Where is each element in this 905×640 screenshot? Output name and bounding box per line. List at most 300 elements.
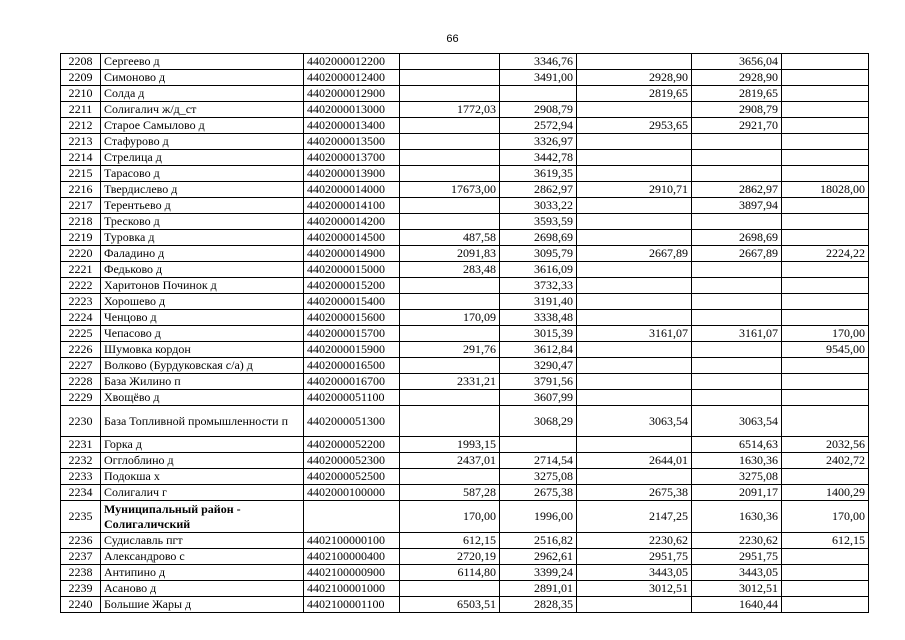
value-cell-1: 170,00 [400, 501, 500, 533]
oktmo-code-cell: 4402000015900 [304, 342, 400, 358]
value-cell-3 [577, 310, 692, 326]
value-cell-3: 2644,01 [577, 453, 692, 469]
value-cell-4 [692, 214, 782, 230]
value-cell-4: 2908,79 [692, 102, 782, 118]
value-cell-4: 1630,36 [692, 453, 782, 469]
value-cell-4 [692, 374, 782, 390]
row-number-cell: 2210 [61, 86, 101, 102]
value-cell-1 [400, 358, 500, 374]
oktmo-code-cell: 4402000051300 [304, 406, 400, 437]
value-cell-3 [577, 54, 692, 70]
table-row [61, 54, 869, 70]
oktmo-code-cell: 4402100000400 [304, 549, 400, 565]
value-cell-3 [577, 390, 692, 406]
table-row [61, 86, 869, 102]
oktmo-code-cell: 4402000013000 [304, 102, 400, 118]
value-cell-1: 612,15 [400, 533, 500, 549]
table-row [61, 310, 869, 326]
value-cell-2: 2908,79 [500, 102, 577, 118]
settlement-name-cell: Большие Жары д [101, 597, 304, 613]
table-row [61, 214, 869, 230]
value-cell-3 [577, 166, 692, 182]
value-cell-4: 2921,70 [692, 118, 782, 134]
settlement-name-cell: Хорошево д [101, 294, 304, 310]
table-row [61, 390, 869, 406]
table-row [61, 533, 869, 549]
value-cell-5 [782, 70, 869, 86]
settlement-name-cell: Твердислево д [101, 182, 304, 198]
oktmo-code-cell: 4402000015600 [304, 310, 400, 326]
settlement-name-cell: База Топливной промышленности п [101, 406, 304, 437]
value-cell-4: 3012,51 [692, 581, 782, 597]
value-cell-2: 3593,59 [500, 214, 577, 230]
value-cell-4: 2862,97 [692, 182, 782, 198]
oktmo-code-cell: 4402000013900 [304, 166, 400, 182]
value-cell-3: 2953,65 [577, 118, 692, 134]
value-cell-2 [500, 437, 577, 453]
value-cell-3: 2819,65 [577, 86, 692, 102]
oktmo-code-cell: 4402000016700 [304, 374, 400, 390]
row-number-cell: 2238 [61, 565, 101, 581]
value-cell-1 [400, 581, 500, 597]
table-row [61, 374, 869, 390]
value-cell-5 [782, 549, 869, 565]
value-cell-4 [692, 262, 782, 278]
oktmo-code-cell: 4402000015400 [304, 294, 400, 310]
value-cell-2: 3326,97 [500, 134, 577, 150]
value-cell-1: 291,76 [400, 342, 500, 358]
settlement-name-cell: Солда д [101, 86, 304, 102]
row-number-cell: 2239 [61, 581, 101, 597]
table-row [61, 565, 869, 581]
table-row [61, 485, 869, 501]
value-cell-5: 170,00 [782, 326, 869, 342]
value-cell-3: 3161,07 [577, 326, 692, 342]
value-cell-3 [577, 102, 692, 118]
value-cell-3: 2667,89 [577, 246, 692, 262]
oktmo-code-cell: 4402000012200 [304, 54, 400, 70]
value-cell-1: 6114,80 [400, 565, 500, 581]
table-row [61, 358, 869, 374]
value-cell-1: 170,09 [400, 310, 500, 326]
row-number-cell: 2220 [61, 246, 101, 262]
value-cell-5 [782, 198, 869, 214]
table-row [61, 406, 869, 437]
value-cell-4: 2091,17 [692, 485, 782, 501]
value-cell-2: 2891,01 [500, 581, 577, 597]
value-cell-5 [782, 278, 869, 294]
settlement-name-cell: Симоново д [101, 70, 304, 86]
settlement-name-cell: Харитонов Починок д [101, 278, 304, 294]
settlement-name-cell: Подокша х [101, 469, 304, 485]
value-cell-3: 2230,62 [577, 533, 692, 549]
value-cell-3: 2147,25 [577, 501, 692, 533]
value-cell-5 [782, 86, 869, 102]
value-cell-2: 3791,56 [500, 374, 577, 390]
value-cell-2: 3015,39 [500, 326, 577, 342]
settlement-name-cell: Чепасово д [101, 326, 304, 342]
value-cell-1 [400, 150, 500, 166]
settlement-name-cell: Александрово с [101, 549, 304, 565]
oktmo-code-cell: 4402000014000 [304, 182, 400, 198]
value-cell-1: 283,48 [400, 262, 500, 278]
value-cell-3: 2675,38 [577, 485, 692, 501]
value-cell-1: 1772,03 [400, 102, 500, 118]
value-cell-4: 2230,62 [692, 533, 782, 549]
value-cell-2: 3616,09 [500, 262, 577, 278]
row-number-cell: 2208 [61, 54, 101, 70]
value-cell-4: 6514,63 [692, 437, 782, 453]
value-cell-1: 1993,15 [400, 437, 500, 453]
value-cell-2: 2698,69 [500, 230, 577, 246]
value-cell-1: 2331,21 [400, 374, 500, 390]
settlement-name-cell: Солигалич г [101, 485, 304, 501]
value-cell-4: 2667,89 [692, 246, 782, 262]
value-cell-3 [577, 597, 692, 613]
value-cell-4: 3656,04 [692, 54, 782, 70]
settlement-name-cell: Шумовка кордон [101, 342, 304, 358]
value-cell-4 [692, 358, 782, 374]
value-cell-3: 3063,54 [577, 406, 692, 437]
table-row [61, 134, 869, 150]
table-row [61, 342, 869, 358]
settlement-name-cell: Солигалич ж/д_ст [101, 102, 304, 118]
value-cell-4: 3443,05 [692, 565, 782, 581]
settlement-name-cell: Федьково д [101, 262, 304, 278]
settlement-name-cell: Тарасово д [101, 166, 304, 182]
oktmo-code-cell [304, 501, 400, 533]
table-row [61, 501, 869, 533]
settlement-name-cell: Тресково д [101, 214, 304, 230]
oktmo-code-cell: 4402000014900 [304, 246, 400, 262]
settlement-name-cell: Терентьево д [101, 198, 304, 214]
value-cell-1: 2720,19 [400, 549, 500, 565]
table-row [61, 597, 869, 613]
value-cell-2: 3338,48 [500, 310, 577, 326]
value-cell-2: 3442,78 [500, 150, 577, 166]
value-cell-2: 3346,76 [500, 54, 577, 70]
table-row [61, 453, 869, 469]
row-number-cell: 2232 [61, 453, 101, 469]
value-cell-5: 2224,22 [782, 246, 869, 262]
oktmo-code-cell: 4402000051100 [304, 390, 400, 406]
value-cell-2 [500, 86, 577, 102]
value-cell-1 [400, 134, 500, 150]
value-cell-3 [577, 358, 692, 374]
settlement-name-cell: Волково (Бурдуковская с/а) д [101, 358, 304, 374]
value-cell-5 [782, 565, 869, 581]
value-cell-4: 2698,69 [692, 230, 782, 246]
value-cell-1 [400, 406, 500, 437]
oktmo-code-cell: 4402000014100 [304, 198, 400, 214]
value-cell-1: 587,28 [400, 485, 500, 501]
row-number-cell: 2218 [61, 214, 101, 230]
oktmo-code-cell: 4402000013400 [304, 118, 400, 134]
value-cell-1: 2437,01 [400, 453, 500, 469]
oktmo-code-cell: 4402000012900 [304, 86, 400, 102]
value-cell-1: 487,58 [400, 230, 500, 246]
value-cell-5 [782, 294, 869, 310]
value-cell-2: 3191,40 [500, 294, 577, 310]
value-cell-5 [782, 374, 869, 390]
row-number-cell: 2224 [61, 310, 101, 326]
row-number-cell: 2222 [61, 278, 101, 294]
value-cell-3: 3443,05 [577, 565, 692, 581]
value-cell-4: 2951,75 [692, 549, 782, 565]
row-number-cell: 2237 [61, 549, 101, 565]
value-cell-5: 612,15 [782, 533, 869, 549]
row-number-cell: 2233 [61, 469, 101, 485]
page-number: 66 [446, 33, 459, 45]
table-row [61, 246, 869, 262]
table-row [61, 437, 869, 453]
value-cell-2: 2828,35 [500, 597, 577, 613]
value-cell-1 [400, 214, 500, 230]
settlement-name-cell: Туровка д [101, 230, 304, 246]
oktmo-code-cell: 4402000013700 [304, 150, 400, 166]
value-cell-2: 2962,61 [500, 549, 577, 565]
oktmo-code-cell: 4402000015700 [304, 326, 400, 342]
value-cell-5: 1400,29 [782, 485, 869, 501]
value-cell-5 [782, 102, 869, 118]
table-row [61, 262, 869, 278]
value-cell-4: 3161,07 [692, 326, 782, 342]
oktmo-code-cell: 4402000014200 [304, 214, 400, 230]
value-cell-4 [692, 390, 782, 406]
value-cell-2: 3399,24 [500, 565, 577, 581]
value-cell-1 [400, 469, 500, 485]
value-cell-2: 3612,84 [500, 342, 577, 358]
value-cell-3: 3012,51 [577, 581, 692, 597]
settlement-name-cell: Фаладино д [101, 246, 304, 262]
value-cell-1 [400, 326, 500, 342]
value-cell-5 [782, 581, 869, 597]
table-row [61, 198, 869, 214]
value-cell-3 [577, 230, 692, 246]
row-number-cell: 2217 [61, 198, 101, 214]
value-cell-1 [400, 390, 500, 406]
settlement-name-cell: Старое Самылово д [101, 118, 304, 134]
settlement-name-cell: Муниципальный район - Солигаличский [101, 501, 304, 533]
oktmo-code-cell: 4402000012400 [304, 70, 400, 86]
oktmo-code-cell: 4402000100000 [304, 485, 400, 501]
data-table [60, 53, 869, 613]
table-body [61, 54, 869, 613]
row-number-cell: 2230 [61, 406, 101, 437]
value-cell-5 [782, 54, 869, 70]
settlement-name-cell: Асаново д [101, 581, 304, 597]
oktmo-code-cell: 4402000014500 [304, 230, 400, 246]
row-number-cell: 2213 [61, 134, 101, 150]
settlement-name-cell: Огглоблино д [101, 453, 304, 469]
row-number-cell: 2227 [61, 358, 101, 374]
table-row [61, 278, 869, 294]
table-row [61, 294, 869, 310]
value-cell-1 [400, 278, 500, 294]
value-cell-4 [692, 294, 782, 310]
row-number-cell: 2212 [61, 118, 101, 134]
row-number-cell: 2219 [61, 230, 101, 246]
table-row [61, 70, 869, 86]
settlement-name-cell: Судиславль пгт [101, 533, 304, 549]
value-cell-5 [782, 469, 869, 485]
value-cell-3: 2910,71 [577, 182, 692, 198]
value-cell-5: 18028,00 [782, 182, 869, 198]
value-cell-4: 3897,94 [692, 198, 782, 214]
oktmo-code-cell: 4402100001100 [304, 597, 400, 613]
value-cell-1 [400, 166, 500, 182]
value-cell-5 [782, 214, 869, 230]
value-cell-4 [692, 278, 782, 294]
value-cell-5: 2402,72 [782, 453, 869, 469]
settlement-name-cell: Горка д [101, 437, 304, 453]
settlement-name-cell: Ченцово д [101, 310, 304, 326]
table-row [61, 581, 869, 597]
value-cell-2: 2572,94 [500, 118, 577, 134]
row-number-cell: 2236 [61, 533, 101, 549]
row-number-cell: 2223 [61, 294, 101, 310]
value-cell-5: 9545,00 [782, 342, 869, 358]
value-cell-5 [782, 310, 869, 326]
row-number-cell: 2240 [61, 597, 101, 613]
value-cell-5 [782, 118, 869, 134]
value-cell-1: 17673,00 [400, 182, 500, 198]
value-cell-5: 2032,56 [782, 437, 869, 453]
value-cell-4: 1630,36 [692, 501, 782, 533]
row-number-cell: 2211 [61, 102, 101, 118]
value-cell-3: 2951,75 [577, 549, 692, 565]
row-number-cell: 2214 [61, 150, 101, 166]
value-cell-3 [577, 134, 692, 150]
value-cell-4 [692, 134, 782, 150]
table-row [61, 150, 869, 166]
value-cell-2: 3033,22 [500, 198, 577, 214]
table-row [61, 166, 869, 182]
row-number-cell: 2225 [61, 326, 101, 342]
value-cell-3 [577, 262, 692, 278]
row-number-cell: 2231 [61, 437, 101, 453]
row-number-cell: 2234 [61, 485, 101, 501]
row-number-cell: 2235 [61, 501, 101, 533]
value-cell-2: 2675,38 [500, 485, 577, 501]
value-cell-4: 1640,44 [692, 597, 782, 613]
settlement-name-cell: Стафурово д [101, 134, 304, 150]
value-cell-2: 3607,99 [500, 390, 577, 406]
value-cell-5: 170,00 [782, 501, 869, 533]
value-cell-2: 3095,79 [500, 246, 577, 262]
value-cell-2: 2714,54 [500, 453, 577, 469]
value-cell-2: 3732,33 [500, 278, 577, 294]
value-cell-3: 2928,90 [577, 70, 692, 86]
value-cell-2: 3275,08 [500, 469, 577, 485]
row-number-cell: 2228 [61, 374, 101, 390]
row-number-cell: 2216 [61, 182, 101, 198]
row-number-cell: 2226 [61, 342, 101, 358]
table-row [61, 230, 869, 246]
oktmo-code-cell: 4402000052200 [304, 437, 400, 453]
row-number-cell: 2215 [61, 166, 101, 182]
oktmo-code-cell: 4402000016500 [304, 358, 400, 374]
table-row [61, 469, 869, 485]
oktmo-code-cell: 4402000015200 [304, 278, 400, 294]
value-cell-4 [692, 150, 782, 166]
value-cell-5 [782, 390, 869, 406]
value-cell-2: 2862,97 [500, 182, 577, 198]
value-cell-2: 3491,00 [500, 70, 577, 86]
value-cell-5 [782, 597, 869, 613]
value-cell-1 [400, 198, 500, 214]
value-cell-3 [577, 374, 692, 390]
value-cell-3 [577, 198, 692, 214]
value-cell-1: 6503,51 [400, 597, 500, 613]
value-cell-5 [782, 262, 869, 278]
value-cell-5 [782, 166, 869, 182]
row-number-cell: 2221 [61, 262, 101, 278]
oktmo-code-cell: 4402100000900 [304, 565, 400, 581]
row-number-cell: 2229 [61, 390, 101, 406]
table-row [61, 102, 869, 118]
value-cell-1: 2091,83 [400, 246, 500, 262]
settlement-name-cell: Сергеево д [101, 54, 304, 70]
value-cell-3 [577, 150, 692, 166]
table-row [61, 549, 869, 565]
value-cell-4: 2819,65 [692, 86, 782, 102]
oktmo-code-cell: 4402100000100 [304, 533, 400, 549]
oktmo-code-cell: 4402000052500 [304, 469, 400, 485]
value-cell-4 [692, 310, 782, 326]
value-cell-1 [400, 70, 500, 86]
value-cell-4: 3063,54 [692, 406, 782, 437]
table-row [61, 326, 869, 342]
value-cell-5 [782, 406, 869, 437]
row-number-cell: 2209 [61, 70, 101, 86]
value-cell-4 [692, 166, 782, 182]
settlement-name-cell: Стрелица д [101, 150, 304, 166]
settlement-name-cell: Антипино д [101, 565, 304, 581]
value-cell-3 [577, 294, 692, 310]
value-cell-1 [400, 86, 500, 102]
value-cell-1 [400, 54, 500, 70]
value-cell-2: 3619,35 [500, 166, 577, 182]
oktmo-code-cell: 4402000013500 [304, 134, 400, 150]
value-cell-1 [400, 118, 500, 134]
value-cell-5 [782, 134, 869, 150]
table-row [61, 182, 869, 198]
value-cell-5 [782, 150, 869, 166]
value-cell-1 [400, 294, 500, 310]
value-cell-2: 3068,29 [500, 406, 577, 437]
oktmo-code-cell: 4402000015000 [304, 262, 400, 278]
value-cell-2: 2516,82 [500, 533, 577, 549]
table-row [61, 118, 869, 134]
settlement-name-cell: Хвощёво д [101, 390, 304, 406]
value-cell-2: 3290,47 [500, 358, 577, 374]
value-cell-3 [577, 437, 692, 453]
value-cell-5 [782, 358, 869, 374]
value-cell-2: 1996,00 [500, 501, 577, 533]
settlement-name-cell: База Жилино п [101, 374, 304, 390]
value-cell-5 [782, 230, 869, 246]
oktmo-code-cell: 4402100001000 [304, 581, 400, 597]
value-cell-3 [577, 469, 692, 485]
value-cell-3 [577, 342, 692, 358]
oktmo-code-cell: 4402000052300 [304, 453, 400, 469]
value-cell-4: 3275,08 [692, 469, 782, 485]
value-cell-3 [577, 214, 692, 230]
value-cell-4 [692, 342, 782, 358]
value-cell-4: 2928,90 [692, 70, 782, 86]
value-cell-3 [577, 278, 692, 294]
